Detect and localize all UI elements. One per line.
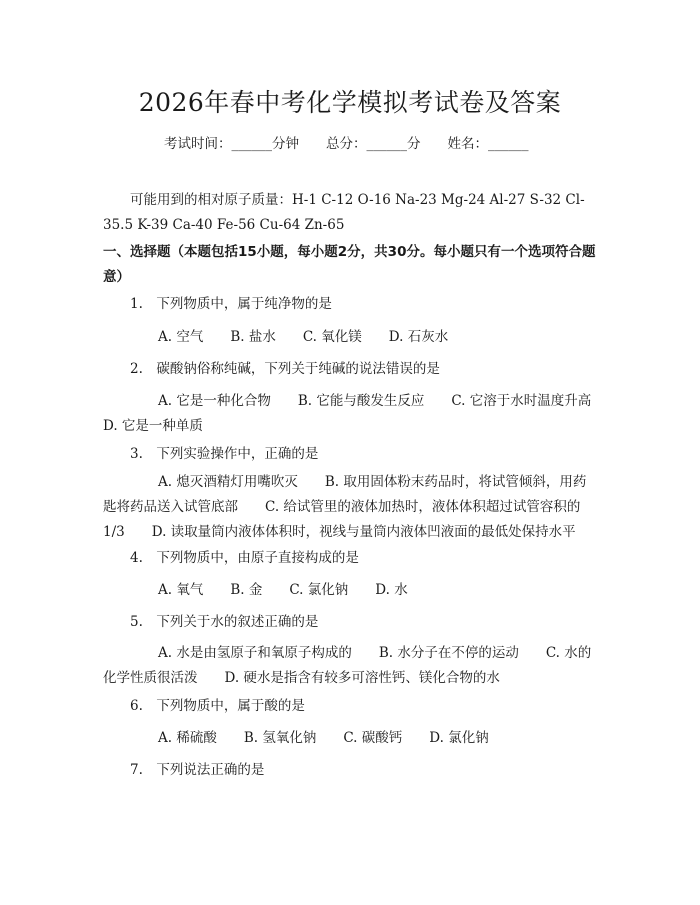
question-1-stem: 1. 下列物质中，属于纯净物的是 [130,296,332,312]
exam-meta-line: 考试时间：______分钟 总分：______分 姓名：______ [164,136,529,152]
question-3-options: A. 熄灭酒精灯用嘴吹灭 B. 取用固体粉末药品时，将试管倾斜，用药匙将药品送入试管底部 C. 给试管里的液体加热时，液体体积超过试管容积的1/3 D. 读取量筒内液体体积时，视线与量筒内液体凹液面的最低处保持水平 [103,474,587,540]
question-1-options: A. 空气 B. 盐水 C. 氧化镁 D. 石灰水 [158,329,449,345]
question-2-stem: 2. 碳酸钠俗称纯碱，下列关于纯碱的说法错误的是 [130,361,440,377]
atomic-mass-note: 可能用到的相对原子质量：H-1 C-12 O-16 Na-23 Mg-24 Al-27 S-32 Cl-35.5 K-39 Ca-40 Fe-56 Cu-64 Zn-65 [103,192,585,233]
question-3-stem: 3. 下列实验操作中，正确的是 [130,446,319,462]
question-5-stem: 5. 下列关于水的叙述正确的是 [130,614,319,630]
question-5-options: A. 水是由氢原子和氧原子构成的 B. 水分子在不停的运动 C. 水的化学性质很活泼 D. 硬水是指含有较多可溶性钙、镁化合物的水 [103,645,592,686]
question-6-options: A. 稀硫酸 B. 氢氧化钠 C. 碳酸钙 D. 氯化钠 [158,730,489,746]
exam-title: 2026年春中考化学模拟考试卷及答案 [138,88,562,117]
question-4-stem: 4. 下列物质中，由原子直接构成的是 [130,550,359,566]
question-4-options: A. 氧气 B. 金 C. 氯化钠 D. 水 [158,582,408,598]
question-2-options: A. 它是一种化合物 B. 它能与酸发生反应 C. 它溶于水时温度升高 D. 它是一种单质 [103,393,619,434]
question-6-stem: 6. 下列物质中，属于酸的是 [130,698,305,714]
question-7-stem: 7. 下列说法正确的是 [130,762,265,778]
section-heading: 一、选择题（本题包括15小题，每小题2分，共30分。每小题只有一个选项符合题意） [103,244,596,285]
